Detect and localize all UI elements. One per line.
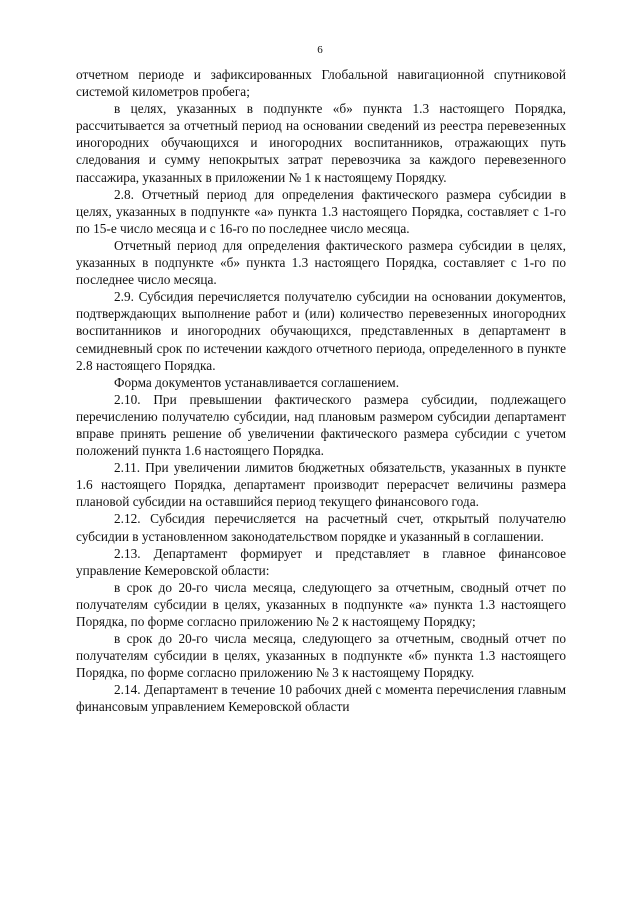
paragraph-2-14: 2.14. Департамент в течение 10 рабочих дней с момента перечисления главным финансовым управлением Кемеровской области: [76, 682, 566, 715]
paragraph-2-9-form: Форма документов устанавливается соглашением.: [114, 374, 400, 390]
paragraph-2-10: 2.10. При превышении фактического размера субсидии, подлежащего перечислению получателю субсидии, над плановым размером субсидии департамент вправе принять решение об увеличении фактического размера субсидии с учетом положений пункта 1.6 настоящего Порядка.: [76, 391, 566, 459]
paragraph-continuation: отчетном периоде и зафиксированных Глобальной навигационной спутниковой системой километров пробега;: [76, 67, 566, 100]
paragraph-2-13: 2.13. Департамент формирует и представляет в главное финансовое управление Кемеровской области:: [76, 545, 566, 578]
paragraph-2-12: 2.12. Субсидия перечисляется на расчетный счет, открытый получателю субсидии в установленном законодательством порядке и указанный в соглашении.: [76, 511, 566, 544]
paragraph-2-11: 2.11. При увеличении лимитов бюджетных обязательств, указанных в пункте 1.6 настоящего Порядка, департамент производит перерасчет величины размера плановой субсидии на оставшийся период текущего финансового года.: [76, 460, 566, 510]
document-body: [76, 66, 566, 716]
page-number: 6: [317, 44, 323, 56]
paragraph-2-8-period-b: Отчетный период для определения фактического размера субсидии в целях, указанных в подпункте «б» пункта 1.3 настоящего Порядка, составляет с 1-го по последнее число месяца.: [76, 237, 566, 288]
paragraph-b-calculation: в целях, указанных в подпункте «б» пункта 1.3 настоящего Порядка, рассчитывается за отчетный период на основании сведений из реестра перевезенных иногородних обучающихся и иногородних воспитанников, отражающих путь следования и сумму непокрытых затрат перевозчика за каждого перевезенного пассажира, указанных в приложении № 1 к настоящему Порядку.: [76, 101, 566, 185]
paragraph-2-8: 2.8. Отчетный период для определения фактического размера субсидии в целях, указанных в подпункте «а» пункта 1.3 настоящего Порядка, составляет с 1-го по 15-е число месяца и с 16-го по последнее число месяца.: [76, 186, 566, 236]
paragraph-2-13-report-b: в срок до 20-го числа месяца, следующего за отчетным, сводный отчет по получателям субсидии в целях, указанных в подпункте «б» пункта 1.3 настоящего Порядка, по форме согласно приложению № 3 к настоящему Порядку.: [76, 631, 566, 681]
paragraph-2-9: 2.9. Субсидия перечисляется получателю субсидии на основании документов, подтверждающих выполнение работ и (или) количество перевезенных иногородних воспитанников и иногородних обучающихся, представленных в департамент в семидневный срок по истечении каждого отчетного периода, определенного в пункте 2.8 настоящего Порядка.: [76, 289, 566, 373]
paragraph-2-13-report-a: в срок до 20-го числа месяца, следующего за отчетным, сводный отчет по получателям субсидии в целях, указанных в подпункте «а» пункта 1.3 настоящего Порядка, по форме согласно приложению № 2 к настоящему Порядку;: [76, 579, 566, 629]
